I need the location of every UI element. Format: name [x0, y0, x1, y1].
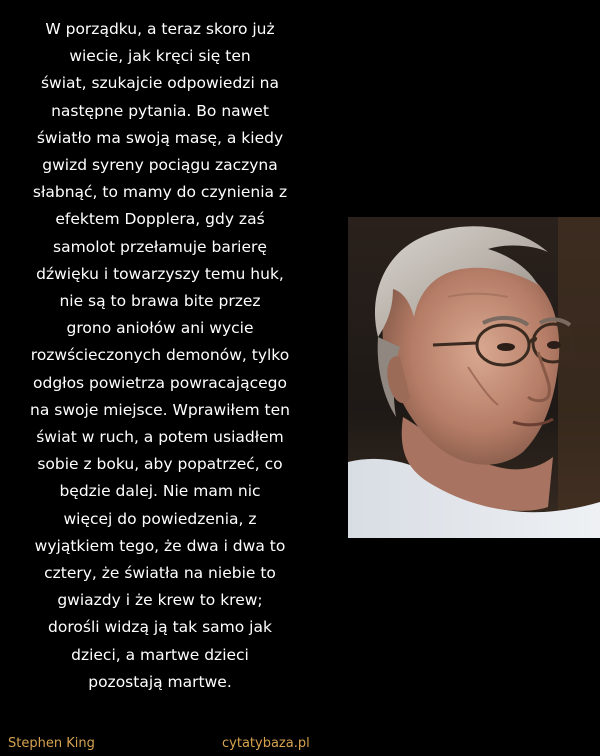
author-name[interactable]: Stephen King: [8, 736, 95, 751]
site-link[interactable]: cytatybaza.pl: [222, 736, 310, 751]
quote-text: W porządku, a teraz skoro już wiecie, jak kręci się ten świat, szukajcie odpowiedzi na następne pytania. Bo nawet światło ma swoją masę, a kiedy gwizd syreny pociągu zaczyna słabnąć, to mamy do czynienia z efektem Dopplera, gdy zaś samolot przełamuje barierę dźwięku i towarzyszy temu huk, nie są to brawa bite przez grono aniołów ani wycie rozwścieczonych demonów, tylko odgłos powietrza powracającego na swoje miejsce. Wprawiłem ten świat w ruch, a potem usiadłem sobie z boku, aby popatrzeć, co będzie dalej. Nie mam nic więcej do powiedzenia, z wyjątkiem tego, że dwa i dwa to cztery, że światła na niebie to gwiazdy i że krew to krew; dorośli widzą ją tak samo jak dzieci, a martwe dzieci pozostają martwe.: [30, 20, 290, 691]
author-portrait: [348, 217, 600, 538]
